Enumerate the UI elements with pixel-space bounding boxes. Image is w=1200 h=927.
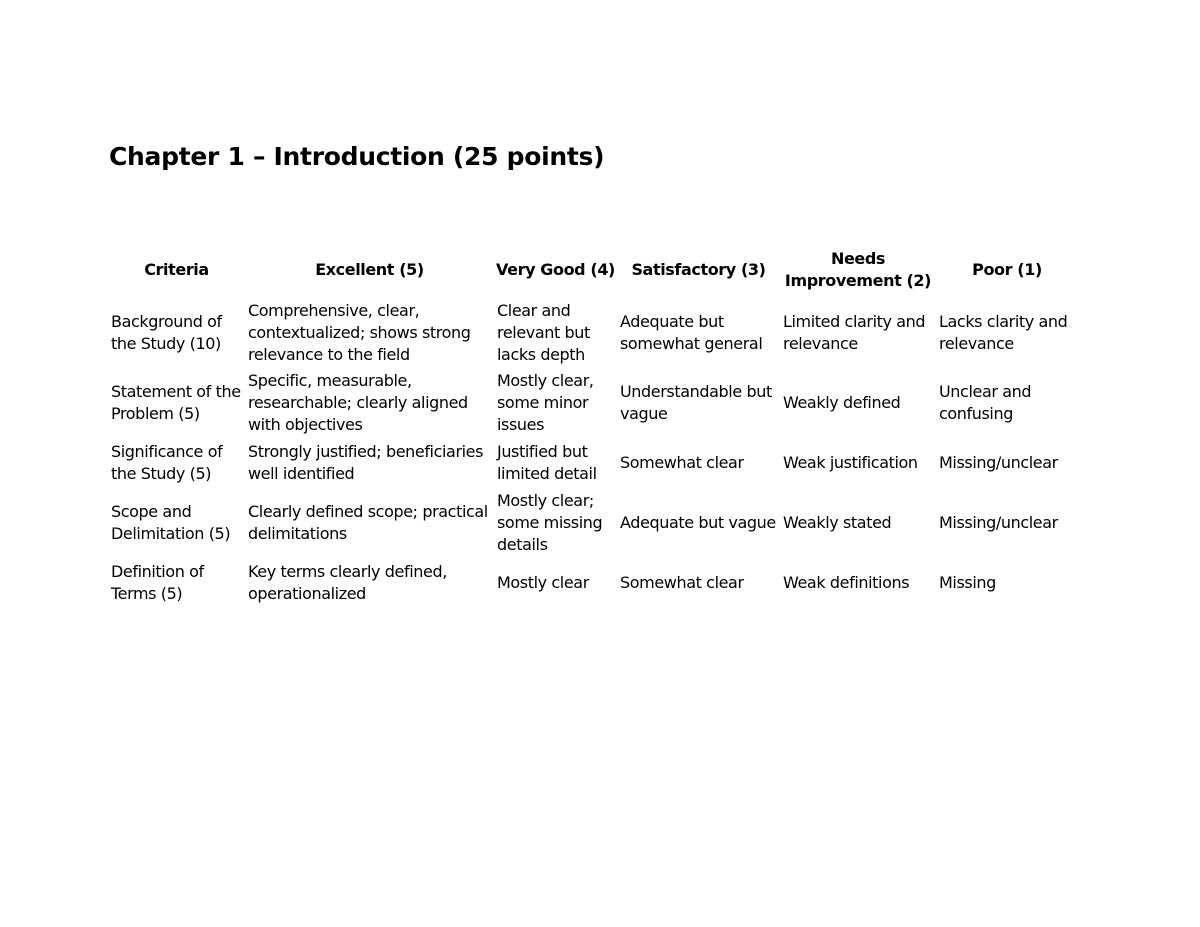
header-row bbox=[108, 248, 1078, 298]
excellent-cell: Strongly justified; beneficiaries well identified bbox=[248, 442, 484, 483]
needs-improvement-cell: Weak justification bbox=[783, 453, 918, 472]
page-title: Chapter 1 – Introduction (25 points) bbox=[109, 142, 605, 171]
header-excellent: Excellent (5) bbox=[315, 260, 424, 279]
criteria-cell: Scope and Delimitation (5) bbox=[111, 502, 231, 543]
poor-cell: Unclear and confusing bbox=[939, 382, 1032, 423]
satisfactory-cell: Adequate but vague bbox=[620, 513, 776, 532]
very-good-cell: Mostly clear, some minor issues bbox=[497, 371, 594, 434]
header-needs-improvement: Needs Improvement (2) bbox=[784, 249, 932, 290]
poor-cell: Missing/unclear bbox=[939, 513, 1058, 532]
needs-improvement-cell: Limited clarity and relevance bbox=[783, 312, 926, 353]
excellent-cell: Key terms clearly defined, operationalized bbox=[248, 562, 447, 603]
needs-improvement-cell: Weakly stated bbox=[783, 513, 892, 532]
satisfactory-cell: Understandable but vague bbox=[620, 382, 772, 423]
very-good-cell: Mostly clear; some missing details bbox=[497, 491, 603, 554]
criteria-cell: Significance of the Study (5) bbox=[111, 442, 223, 483]
table-row bbox=[108, 368, 1078, 438]
satisfactory-cell: Somewhat clear bbox=[620, 453, 744, 472]
excellent-cell: Specific, measurable, researchable; clearly aligned with objectives bbox=[248, 371, 468, 434]
very-good-cell: Mostly clear bbox=[497, 573, 589, 592]
criteria-cell: Statement of the Problem (5) bbox=[111, 382, 241, 423]
excellent-cell: Comprehensive, clear, contextualized; shows strong relevance to the field bbox=[248, 301, 471, 364]
poor-cell: Missing bbox=[939, 573, 996, 592]
rubric-table bbox=[108, 248, 1078, 608]
table-row bbox=[108, 298, 1078, 368]
poor-cell: Lacks clarity and relevance bbox=[939, 312, 1068, 353]
very-good-cell: Justified but limited detail bbox=[497, 442, 597, 483]
header-satisfactory: Satisfactory (3) bbox=[631, 260, 766, 279]
needs-improvement-cell: Weak definitions bbox=[783, 573, 910, 592]
criteria-cell: Definition of Terms (5) bbox=[111, 562, 204, 603]
criteria-cell: Background of the Study (10) bbox=[111, 312, 222, 353]
very-good-cell: Clear and relevant but lacks depth bbox=[497, 301, 590, 364]
table-row bbox=[108, 558, 1078, 608]
header-poor: Poor (1) bbox=[972, 260, 1042, 279]
table-row bbox=[108, 438, 1078, 488]
satisfactory-cell: Adequate but somewhat general bbox=[620, 312, 763, 353]
header-very-good: Very Good (4) bbox=[496, 260, 615, 279]
table-row bbox=[108, 488, 1078, 558]
poor-cell: Missing/unclear bbox=[939, 453, 1058, 472]
header-criteria: Criteria bbox=[144, 260, 209, 279]
excellent-cell: Clearly defined scope; practical delimitations bbox=[248, 502, 488, 543]
satisfactory-cell: Somewhat clear bbox=[620, 573, 744, 592]
needs-improvement-cell: Weakly defined bbox=[783, 393, 901, 412]
